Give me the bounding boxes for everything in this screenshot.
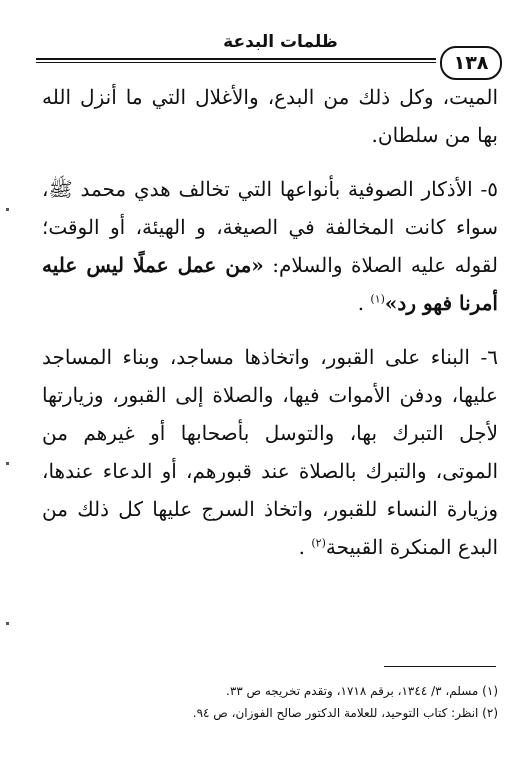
footnote-ref-1: (١) (370, 292, 385, 306)
paragraph-6-text: ٦- البناء على القبور، واتخاذها مساجد، وبناء المساجد عليها، ودفن الأموات فيها، والصلاة إلى القبور، وزيارتها لأجل التبرك بها، والتوسل بأصحابها أو غيرهم من الموتى، والتبرك بالصلاة عند قبورهم، أو الدعاء عندها، وزيارة النساء للقبور، واتخاذ السرج عليها كل ذلك من البدع المنكرة القبيحة (42, 345, 498, 559)
paragraph-6-end: . (298, 535, 312, 559)
paragraph-1: الميت، وكل ذلك من البدع، والأغلال التي ما أنزل الله بها من سلطان. (42, 85, 499, 147)
paragraph-6 (42, 338, 498, 566)
scan-margin-mark (6, 462, 9, 465)
page-header (36, 26, 502, 76)
footnotes (40, 680, 498, 724)
page-number: ١٣٨ (440, 46, 502, 80)
paragraph-5-text: ٥- الأذكار الصوفية بأنواعها التي تخالف هدي محمد ﷺ، سواء كانت المخالفة في الصيغة، و الهيئة، أو الوقت؛ لقوله عليه الصلاة والسلام: (42, 177, 498, 277)
header-rule-thin (36, 62, 436, 63)
footnote-ref-2: (٢) (311, 536, 326, 550)
hadith-quote: «من عمل عملًا ليس عليه أمرنا فهو رد» (42, 253, 498, 315)
page-body (42, 78, 498, 566)
footnote-1: (١) مسلم، ٣/ ١٣٤٤، برقم ١٧١٨، وتقدم تخريجه ص ٣٣. (225, 684, 498, 698)
footnote-separator (384, 666, 496, 667)
scan-margin-mark (6, 208, 9, 211)
running-title: ظلمات البدعة (223, 32, 338, 52)
paragraph-5-end: . (357, 291, 371, 315)
scan-margin-mark (6, 622, 9, 625)
paragraph-5 (42, 170, 498, 322)
footnote-2: (٢) انظر: كتاب التوحيد، للعلامة الدكتور صالح الفوزان، ص ٩٤. (192, 706, 498, 720)
header-rule (36, 58, 436, 60)
